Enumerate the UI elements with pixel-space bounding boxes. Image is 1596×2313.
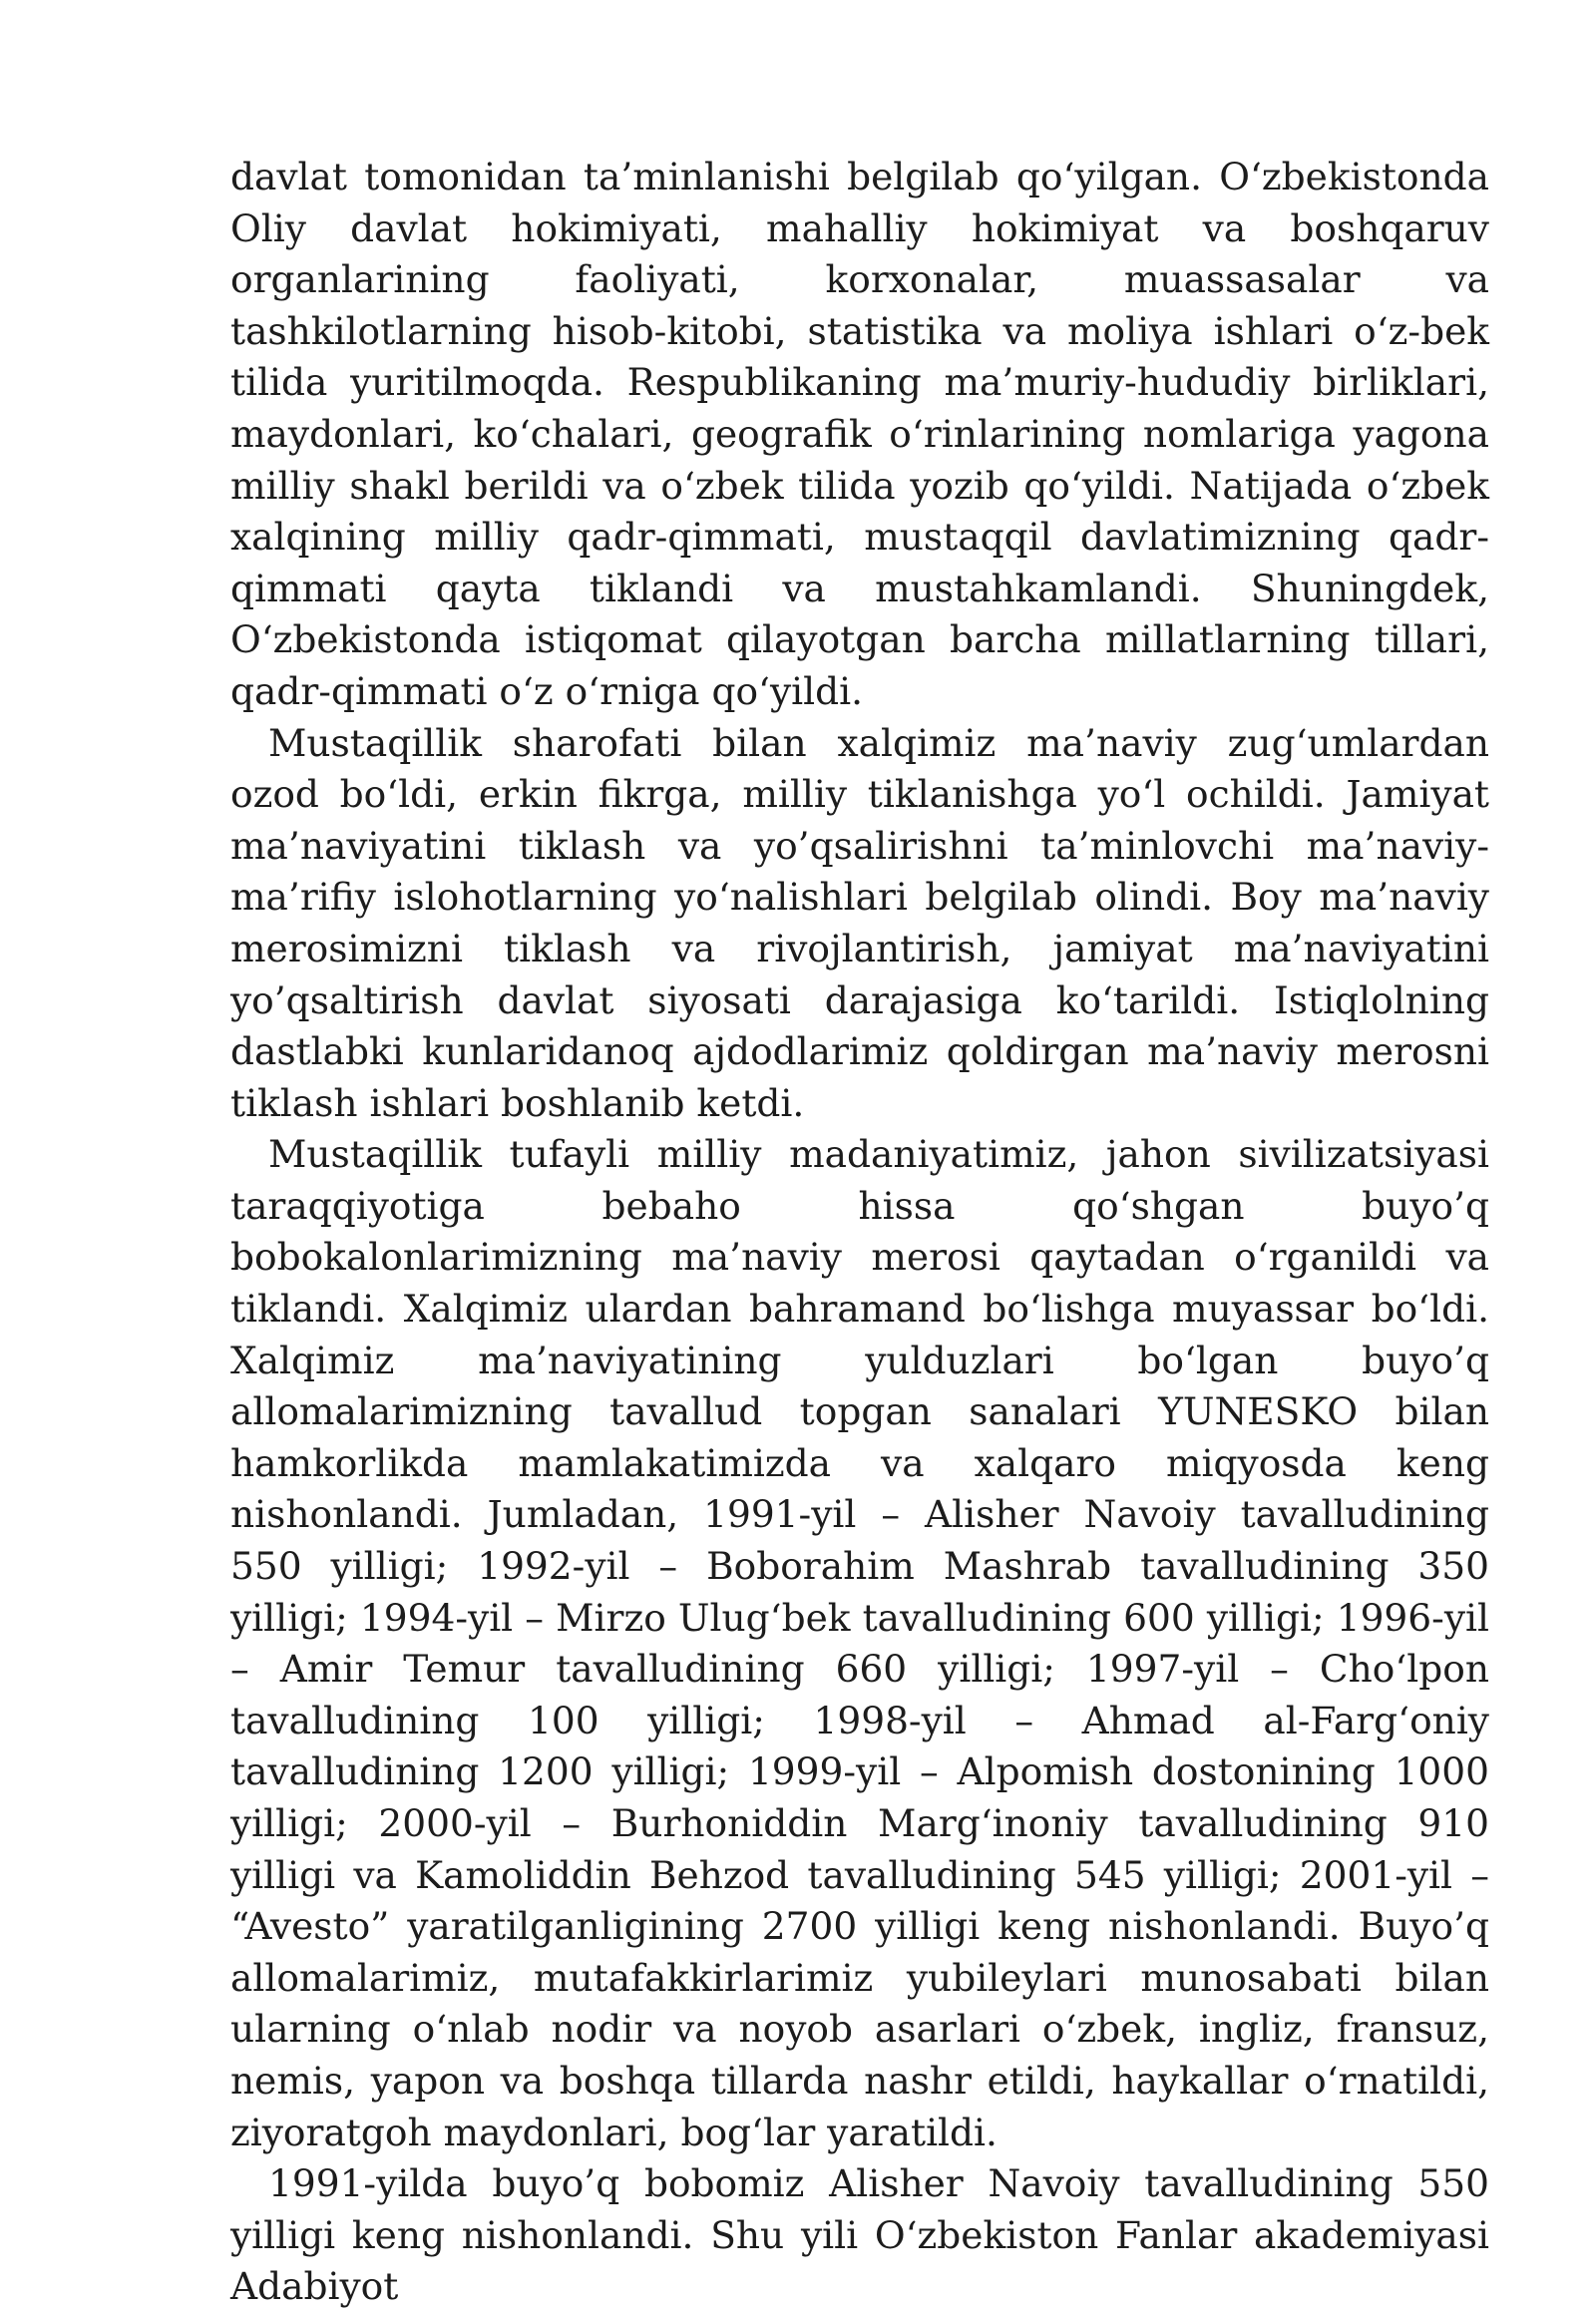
paragraph-cultural-heritage: Mustaqillik tufayli milliy madaniyatimiz, jahon sivilizatsiyasi taraqqiyotiga bebaho hissa qo‘shgan buyo’q bobokalonlarimizning ma’naviy merosi qaytadan o‘rganildi va tiklandi. Xalqimiz ulardan bahramand bo‘lishga muyassar bo‘ldi. Xalqimiz ma’naviyatining yulduzlari bo‘lgan buyo’q allomalarimizning tavallud topgan sanalari YUNESKO bilan hamkorlikda mamlakatimizda va xalqaro miqyosda keng nishonlandi. Jumladan, 1991-yil – Alisher Navoiy tavalludining 550 yilligi; 1992-yil – Boborahim Mashrab tavalludining 350 yilligi; 1994-yil – Mirzo Ulug‘bek tavalludining 600 yilligi; 1996-yil – Amir Temur tavalludining 660 yilligi; 1997-yil – Cho‘lpon tavalludining 100 yilligi; 1998-yil – Ahmad al-Farg‘oniy tavalludining 1200 yilligi; 1999-yil – Alpomish dostonining 1000 yilligi; 2000-yil – Burhoniddin Marg‘inoniy tavalludining 910 yilligi va Kamoliddin Behzod tavalludining 545 yilligi; 2001-yil – “Avesto” yaratilganligining 2700 yilligi keng nishonlandi. Buyo’q allomalarimiz, mutafakkirlarimiz yubileylari munosabati bilan ularning o‘nlab nodir va noyob asarlari o‘zbek, ingliz, fransuz, nemis, yapon va boshqa tillarda nashr etildi, haykallar o‘rnatildi, ziyoratgoh maydonlari, bog‘lar yaratildi. xyxy=(230,1132,1489,2154)
paragraph-navoiy-anniversary: 1991-yilda buyo’q bobomiz Alisher Navoiy tavalludining 550 yilligi keng nishonlandi. Shu yili O‘zbekiston Fanlar akademiyasi Adabiyot xyxy=(230,2161,1489,2309)
paragraph-continuation: davlat tomonidan ta’minlanishi belgilab qo‘yilgan. O‘zbekistonda Oliy davlat hokimiyati, mahalliy hokimiyat va boshqaruv organlarining faoliyati, korxonalar, muassasalar va tashkilotlarning hisob-kitobi, statistika va moliya ishlari o‘z-bek tilida yuritilmoqda. Respublikaning ma’muriy-hududiy birliklari, maydonlari, ko‘chalari, geografik o‘rinlarining nomlariga yagona milliy shakl berildi va o‘zbek tilida yozib qo‘yildi. Natijada o‘zbek xalqining milliy qadr-qimmati, mustaqqil davlatimizning qadr-qimmati qayta tiklandi va mustahkamlandi. Shuningdek, O‘zbekistonda istiqomat qilayotgan barcha millatlarning tillari, qadr-qimmati o‘z o‘rniga qo‘yildi. xyxy=(230,155,1489,713)
paragraph-independence-spirituality: Mustaqillik sharofati bilan xalqimiz ma’naviy zug‘umlardan ozod bo‘ldi, erkin fikrga, milliy tiklanishga yo‘l ochildi. Jamiyat ma’naviyatini tiklash va yo’qsalirishni ta’minlovchi ma’naviy-ma’rifiy islohotlarning yo‘nalishlari belgilab olindi. Boy ma’naviy merosimizni tiklash va rivojlantirish, jamiyat ma’naviyatini yo’qsaltirish davlat siyosati darajasiga ko‘tarildi. Istiqlolning dastlabki kunlaridanoq ajdodlarimiz qoldirgan ma’naviy merosni tiklash ishlari boshlanib ketdi. xyxy=(230,720,1489,1125)
document-page xyxy=(230,152,1489,2313)
